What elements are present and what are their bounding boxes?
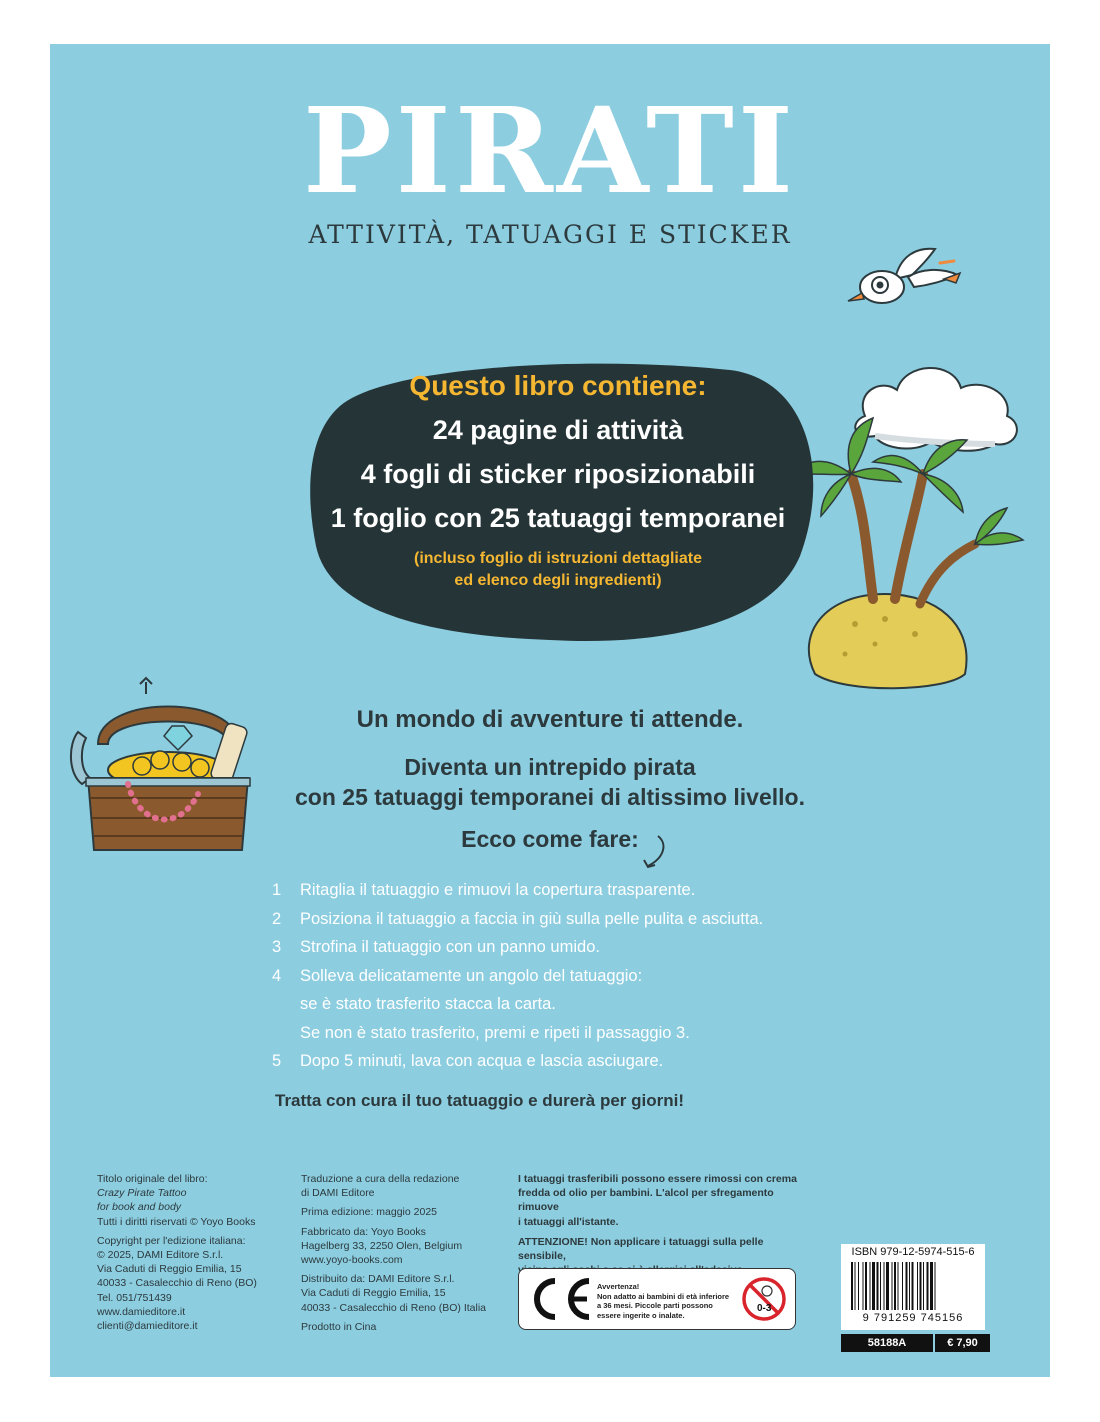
barcode-bar [877, 1262, 879, 1310]
age-limit-label: 0-3 [757, 1303, 772, 1314]
step-text: Posiziona il tatuaggio a faccia in giù sulla pelle pulita e asciutta. [300, 909, 764, 928]
barcode-bar [917, 1262, 918, 1310]
instruction-step-continued [272, 990, 872, 1019]
contents-note-line: ed elenco degli ingredienti) [454, 572, 662, 589]
credit-line: © 2025, DAMI Editore S.r.l. [97, 1249, 224, 1262]
barcode-bar [923, 1262, 924, 1310]
barcode-bar [865, 1262, 867, 1310]
isbn-barcode [841, 1244, 985, 1330]
credit-line: Via Caduti di Reggio Emilia, 15 [301, 1287, 446, 1300]
instruction-step-continued [272, 1019, 872, 1048]
credit-line: www.yoyo-books.com [301, 1254, 403, 1267]
ce-warning-line: Avvertenza! [597, 1282, 640, 1291]
barcode-icon [849, 1262, 977, 1312]
barcode-bar [886, 1262, 889, 1310]
step-number: 5 [272, 1052, 282, 1070]
ce-warning-line: Non adatto ai bambini di età inferiore [597, 1291, 730, 1301]
step-text: Strofina il tatuaggio con un panno umido. [300, 938, 600, 956]
credit-line: Crazy Pirate Tattoo [97, 1187, 187, 1200]
barcode-bar [935, 1262, 936, 1310]
tattoo-warnings [518, 1172, 808, 1283]
credit-line: for book and body [97, 1201, 182, 1214]
isbn-digits: 9 791259 745156 [862, 1312, 964, 1324]
barcode-bar [880, 1262, 881, 1310]
book-subtitle: ATTIVITÀ, TATUAGGI E STICKER [308, 220, 792, 249]
barcode-bar [870, 1262, 871, 1310]
closing-text: Tratta con cura il tuo tatuaggio e durerà per giorni! [275, 1091, 684, 1110]
intro-text: Un mondo di avventure ti attende. [356, 706, 744, 733]
warning-line: I tatuaggi trasferibili possono essere rimossi con crema [518, 1173, 797, 1185]
ce-mark-icon [525, 1275, 593, 1323]
product-code-bar [841, 1334, 990, 1352]
contents-item: 24 pagine di attività [432, 415, 684, 445]
barcode-bar [855, 1262, 856, 1310]
credit-line: Prima edizione: maggio 2025 [301, 1206, 437, 1219]
barcode-bar [892, 1262, 893, 1310]
step-text: Solleva delicatamente un angolo del tatuaggio: [300, 966, 643, 985]
credit-line: clienti@damieditore.it [97, 1320, 198, 1333]
barcode-bar [902, 1262, 903, 1310]
book-title: PIRATI [302, 81, 798, 220]
credit-line: Tutti i diritti riservati © Yoyo Books [97, 1215, 256, 1228]
warning-line: i tatuaggi all'istante. [518, 1215, 619, 1228]
instruction-step [272, 962, 872, 991]
barcode-bar [858, 1262, 859, 1310]
barcode-bar [898, 1262, 899, 1310]
ce-warning-line: essere ingerite o inalate. [597, 1310, 685, 1320]
credit-line: Hagelberg 33, 2250 Olen, Belgium [301, 1239, 463, 1252]
step-number: 3 [272, 938, 282, 956]
contents-item: 4 fogli di sticker riposizionabili [360, 459, 756, 489]
credit-line: Via Caduti di Reggio Emilia, 15 [97, 1263, 242, 1276]
credit-line: Tel. 051/751439 [97, 1291, 172, 1304]
lead-line: Diventa un intrepido pirata [404, 754, 696, 780]
barcode-bar [927, 1262, 929, 1310]
ce-warning-text [597, 1282, 737, 1320]
lead-line: con 25 tatuaggi temporanei di altissimo livello. [295, 784, 805, 810]
contents-item: 1 foglio con 25 tatuaggi temporanei [330, 503, 786, 533]
credit-line: Fabbricato da: Yoyo Books [301, 1225, 426, 1238]
credit-line: Traduzione a cura della redazione [301, 1173, 460, 1185]
credits-left [97, 1172, 287, 1333]
credit-line: 40033 - Casalecchio di Reno (BO) Italia [301, 1301, 487, 1314]
seagull-illustration [840, 239, 970, 319]
barcode-bar [912, 1262, 914, 1310]
step-text: se è stato trasferito stacca la carta. [300, 995, 556, 1013]
ce-warning-line: a 36 mesi. Piccole parti possono [597, 1301, 713, 1310]
warning-line: ATTENZIONE! Non applicare i tatuaggi sulla pelle sensibile, [518, 1235, 764, 1263]
barcode-bar [872, 1262, 875, 1310]
instruction-step [272, 905, 872, 934]
barcode-bar [884, 1262, 885, 1310]
instruction-steps [272, 876, 872, 1076]
instruction-step [272, 1047, 872, 1076]
credit-line: Copyright per l'edizione italiana: [97, 1234, 246, 1247]
barcode-bar [851, 1262, 853, 1310]
contents-note [308, 548, 808, 592]
step-text: Se non è stato trasferito, premi e ripeti il passaggio 3. [300, 1023, 690, 1042]
price-label: € 7,90 [935, 1334, 990, 1352]
credit-line: www.damieditore.it [97, 1305, 186, 1318]
step-number: 4 [272, 966, 282, 985]
step-text: Dopo 5 minuti, lava con acqua e lascia asciugare. [300, 1052, 664, 1070]
credits-middle [301, 1172, 501, 1334]
step-text: Ritaglia il tatuaggio e rimuovi la copertura trasparente. [300, 881, 696, 899]
isbn-label: ISBN 979-12-5974-515-6 [851, 1246, 975, 1258]
not-for-under-3-icon [739, 1275, 789, 1323]
barcode-bar [909, 1262, 910, 1310]
warning-paragraph [518, 1172, 808, 1229]
how-to-heading: Ecco come fare: [461, 826, 639, 852]
ce-safety-label [518, 1268, 796, 1330]
barcode-bar [930, 1262, 933, 1310]
step-number: 2 [272, 909, 282, 928]
curved-arrow-icon [640, 834, 672, 872]
product-code: 58188A [841, 1334, 933, 1352]
barcode-bar [920, 1262, 922, 1310]
credit-line: Titolo originale del libro: [97, 1173, 208, 1185]
instruction-step [272, 876, 872, 905]
instruction-step [272, 933, 872, 962]
credit-line: Prodotto in Cina [301, 1320, 377, 1333]
barcode-bar [863, 1262, 864, 1310]
warning-line: fredda od olio per bambini. L'alcol per sfregamento rimuove [518, 1187, 774, 1214]
credit-line: di DAMI Editore [301, 1187, 375, 1200]
credit-line: 40033 - Casalecchio di Reno (BO) [97, 1277, 257, 1290]
book-back-cover [50, 44, 1050, 1377]
contents-heading: Questo libro contiene: [409, 370, 707, 401]
barcode-bar [894, 1262, 896, 1310]
step-number: 1 [272, 881, 282, 899]
lead-text [230, 752, 870, 812]
barcode-bar [906, 1262, 908, 1310]
credit-line: Distribuito da: DAMI Editore S.r.l. [301, 1273, 455, 1286]
contents-panel [308, 366, 808, 592]
contents-note-line: (incluso foglio di istruzioni dettagliate [414, 550, 702, 567]
